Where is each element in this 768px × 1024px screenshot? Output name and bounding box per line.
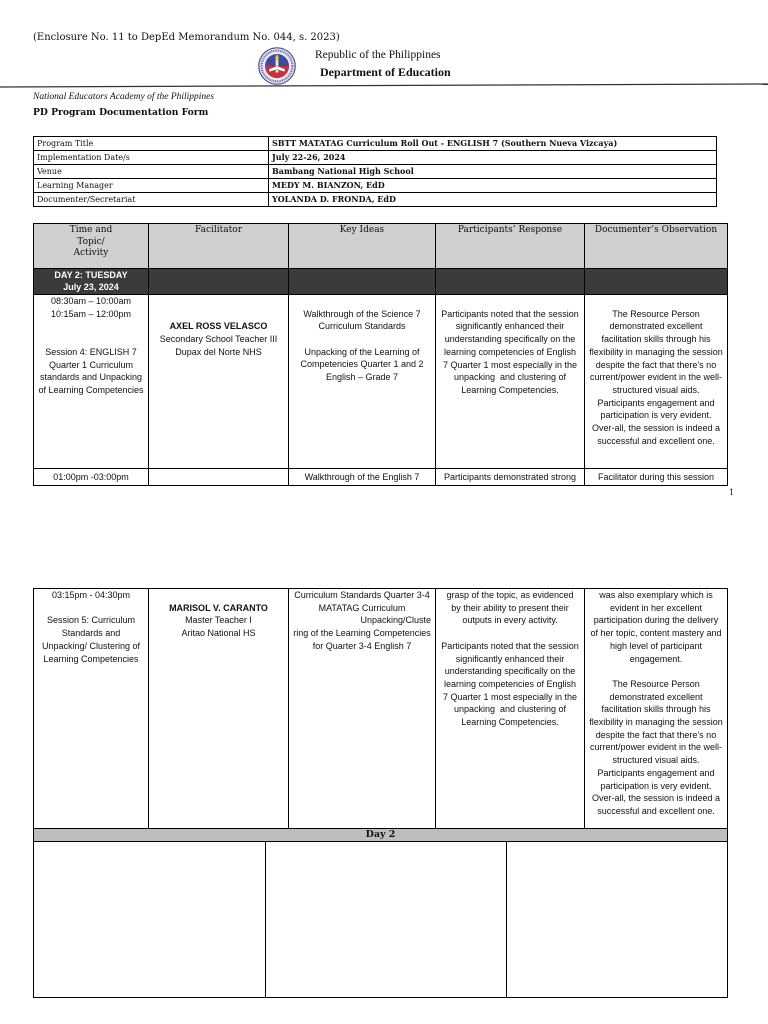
- info-value: YOLANDA D. FRONDA, EdD: [269, 193, 717, 207]
- empty-cell: [507, 842, 728, 998]
- text-line: despite the fact that there’s no: [595, 359, 717, 370]
- text-line: of Learning Competencies: [38, 384, 144, 395]
- info-label: Venue: [34, 165, 269, 179]
- time-topic-cell: [34, 295, 149, 469]
- text-line: of her topic, content mastery and: [590, 628, 722, 639]
- text-line: 7 Quarter 1 most especially in the: [442, 691, 578, 702]
- text-line: Participants demonstrated strong: [443, 472, 577, 482]
- text-line: Time and: [69, 225, 113, 235]
- text-line: demonstrated excellent: [609, 321, 703, 332]
- text-line: Activity: [73, 248, 109, 258]
- text-line: Learning Competencies.: [461, 717, 559, 728]
- text-line: 08:30am – 10:00am: [50, 296, 132, 306]
- text-line: The Resource Person: [612, 678, 700, 689]
- program-info-table: [33, 136, 717, 207]
- documentation-table-page-2: [33, 588, 728, 829]
- empty-cell: [266, 842, 507, 998]
- text-line: Competencies Quarter 1 and 2: [300, 359, 424, 370]
- facilitator-name: AXEL ROSS VELASCO: [169, 321, 268, 332]
- empty-cell: [34, 842, 266, 998]
- text-line: participation is very evident.: [600, 410, 712, 421]
- text-line: structured visual aids.: [612, 384, 700, 395]
- text-line: facilitation skills through his: [601, 704, 711, 715]
- text-line: participation is very evident.: [600, 780, 712, 791]
- text-line: outputs in every activity.: [462, 615, 558, 626]
- day-banner-fill: [436, 269, 585, 295]
- time-topic-cell: [34, 469, 149, 486]
- info-label: Program Title: [34, 137, 269, 151]
- text-line: ring of the Learning Competencies: [293, 628, 431, 639]
- time-topic-cell: [34, 589, 149, 829]
- header-participants-response: Participants’ Response: [436, 224, 585, 269]
- info-label: Implementation Date/s: [34, 151, 269, 165]
- text-line: Walkthrough of the Science 7: [303, 308, 421, 319]
- text-line: learning competencies of English: [443, 678, 577, 689]
- documenter-observation-cell: [585, 469, 728, 486]
- page-number: 1: [729, 488, 735, 497]
- text-line: Participants noted that the session: [441, 640, 579, 651]
- text-line: 7 Quarter 1 most especially in the: [442, 359, 578, 370]
- facilitator-name: MARISOL V. CARANTO: [169, 602, 268, 613]
- facilitator-cell: [149, 589, 289, 829]
- facilitator-position: Master Teacher I: [185, 615, 252, 626]
- paragraph: [34, 295, 148, 320]
- text-line: Unpacking/ Clustering of: [41, 640, 141, 651]
- text-line: Unpacking of the Learning of: [304, 346, 420, 357]
- enclosure-note: (Enclosure No. 11 to DepEd Memorandum No. 044, s. 2023): [33, 32, 340, 43]
- paragraph: [34, 589, 148, 602]
- info-value: Bambang National High School: [269, 165, 717, 179]
- text-line: structured visual aids.: [612, 755, 700, 766]
- participants-response-cell: [436, 589, 585, 829]
- text-line: unpacking and clustering of: [453, 704, 567, 715]
- letterhead-divider: [0, 80, 768, 90]
- text-line: high level of participant: [609, 640, 703, 651]
- text-line: Participants engagement and: [597, 767, 715, 778]
- key-ideas-cell: [289, 589, 436, 829]
- paragraph: [585, 471, 727, 484]
- key-ideas-cell: [289, 469, 436, 486]
- text-line: flexibility in managing the session: [589, 346, 723, 357]
- text-line: flexibility in managing the session: [589, 717, 723, 728]
- participants-response-cell: [436, 295, 585, 469]
- participants-response-cell: [436, 469, 585, 486]
- text-line: Facilitator during this session: [597, 472, 715, 482]
- day-label: DAY 2: TUESDAY: [54, 270, 128, 280]
- header-documenter-observation: Documenter’s Observation: [585, 224, 728, 269]
- info-label: Learning Manager: [34, 179, 269, 193]
- text-line: unpacking and clustering of: [453, 372, 567, 383]
- paragraph: [436, 640, 584, 729]
- paragraph: [436, 589, 584, 627]
- text-line: Session 5: Curriculum: [46, 615, 136, 626]
- text-line: Standards and: [61, 628, 121, 639]
- text-line: understanding specifically on the: [444, 334, 576, 345]
- text-line: demonstrated excellent: [609, 691, 703, 702]
- paragraph: [34, 614, 148, 665]
- day-section-bar: Day 2: [33, 829, 728, 842]
- text-line: understanding specifically on the: [444, 666, 576, 677]
- paragraph: [289, 471, 435, 484]
- facilitator-school: Dupax del Norte NHS: [175, 346, 262, 357]
- facilitator-cell: [149, 469, 289, 486]
- facilitator-school: Aritao National HS: [181, 628, 256, 639]
- text-line: evident in her excellent: [609, 602, 703, 613]
- text-line: Session 4: ENGLISH 7: [45, 346, 137, 357]
- paragraph: [34, 471, 148, 484]
- text-line: facilitation skills through his: [601, 334, 711, 345]
- text-line: despite the fact that there’s no: [595, 729, 717, 740]
- facilitator-cell: [149, 295, 289, 469]
- day-banner-fill: [149, 269, 289, 295]
- documenter-observation-cell: [585, 295, 728, 469]
- paragraph: [289, 589, 435, 653]
- academy-name: National Educators Academy of the Philippines: [33, 92, 215, 102]
- text-line: Learning Competencies.: [461, 384, 559, 395]
- info-value: July 22-26, 2024: [269, 151, 717, 165]
- text-line: Learning Competencies: [43, 653, 139, 664]
- text-line: standards and Unpacking: [39, 372, 143, 383]
- text-line: successful and excellent one.: [597, 805, 715, 816]
- paragraph: [436, 308, 584, 397]
- paragraph: [34, 346, 148, 397]
- paragraph: [585, 589, 727, 665]
- day-section-empty-table: [33, 842, 728, 998]
- info-label: Documenter/Secretariat: [34, 193, 269, 207]
- text-line: 03:15pm - 04:30pm: [51, 590, 131, 600]
- paragraph: [436, 471, 584, 484]
- day-banner-fill: [289, 269, 436, 295]
- text-line: 01:00pm -03:00pm: [53, 472, 129, 482]
- key-ideas-cell: [289, 295, 436, 469]
- text-line: Over-all, the session is indeed a: [591, 793, 721, 804]
- text-line: significantly enhanced their: [455, 321, 565, 332]
- text-line: was also exemplary which is: [599, 590, 713, 600]
- text-line: participation during the delivery: [593, 615, 719, 626]
- text-line: Topic/: [77, 236, 105, 247]
- text-line: Over-all, the session is indeed a: [591, 423, 721, 434]
- day-banner: [34, 269, 149, 295]
- text-line: Unpacking/Cluste: [360, 615, 431, 626]
- text-line: successful and excellent one.: [597, 435, 715, 446]
- text-line: Quarter 1 Curriculum: [48, 359, 134, 370]
- paragraph: [289, 308, 435, 333]
- text-line: learning competencies of English: [443, 346, 577, 357]
- info-value: MEDY M. BIANZON, EdD: [269, 179, 717, 193]
- text-line: The Resource Person: [612, 308, 700, 319]
- text-line: Walkthrough of the English 7: [304, 472, 420, 482]
- text-line: engagement.: [629, 653, 683, 664]
- text-line: grasp of the topic, as evidenced: [446, 590, 574, 600]
- text-line: Participants engagement and: [597, 397, 715, 408]
- documentation-table-page-1: [33, 223, 728, 486]
- paragraph: [585, 308, 727, 448]
- paragraph: [585, 678, 727, 818]
- facilitator-position: Secondary School Teacher III: [159, 334, 278, 345]
- form-title: PD Program Documentation Form: [33, 106, 209, 118]
- documenter-observation-cell: [585, 589, 728, 829]
- day-banner-fill: [585, 269, 728, 295]
- text-line: current/power evident in the well-: [589, 742, 723, 753]
- text-line: for Quarter 3-4 English 7: [312, 640, 412, 651]
- text-line: Curriculum Standards Quarter 3-4: [294, 590, 430, 600]
- header-facilitator: Facilitator: [149, 224, 289, 269]
- republic-heading: Republic of the Philippines: [315, 48, 441, 61]
- text-line: Participants noted that the session: [441, 308, 579, 319]
- day-date: July 23, 2024: [63, 282, 119, 292]
- text-line: current/power evident in the well-: [589, 372, 723, 383]
- header-key-ideas: Key Ideas: [289, 224, 436, 269]
- text-line: 10:15am – 12:00pm: [50, 308, 132, 319]
- text-line: by their ability to present their: [451, 602, 569, 613]
- text-line: Curriculum Standards: [318, 321, 406, 332]
- info-value: SBTT MATATAG Curriculum Roll Out - ENGLISH 7 (Southern Nueva Vizcaya): [269, 137, 717, 151]
- header-time-topic: [34, 224, 149, 269]
- text-line: English – Grade 7: [325, 372, 399, 383]
- department-heading: Department of Education: [320, 64, 451, 79]
- paragraph: [289, 346, 435, 384]
- text-line: significantly enhanced their: [455, 653, 565, 664]
- text-line: MATATAG Curriculum: [318, 602, 406, 613]
- paragraph: [34, 225, 148, 260]
